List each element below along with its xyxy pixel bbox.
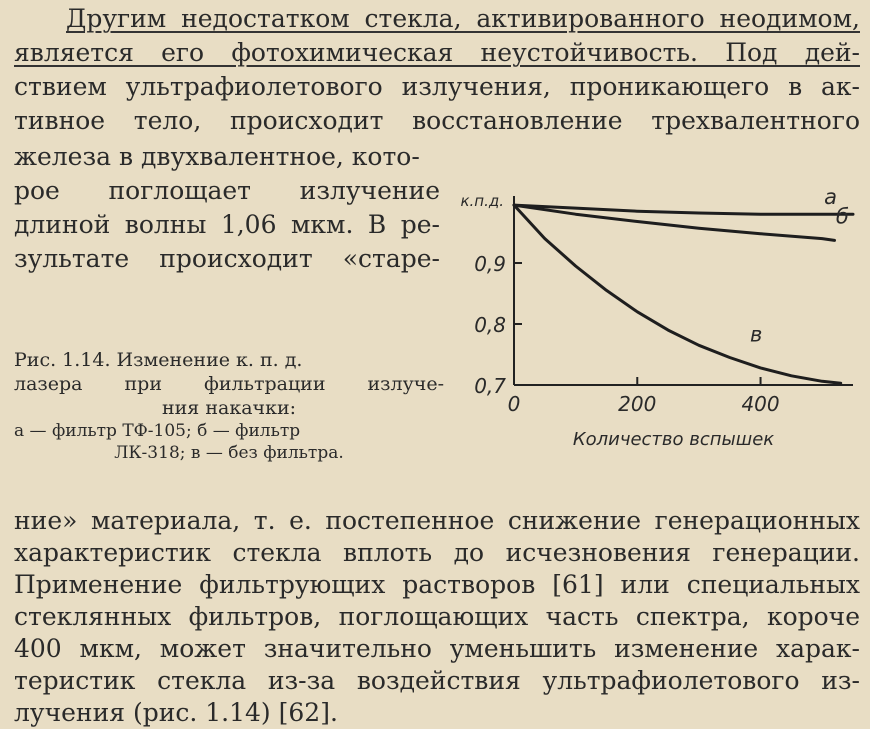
text-line: ствием ультрафиолетового излучения, проникающего в ак-	[14, 72, 860, 101]
text-line: рое поглощает излучение	[14, 176, 440, 205]
text-line: тивное тело, происходит восстановление трехвалентного	[14, 106, 860, 135]
series-label: в	[750, 322, 763, 347]
text-line: Другим недостатком стекла, активированного неодимом,	[66, 4, 860, 33]
left-column-text	[14, 140, 440, 276]
x-tick-label: 400	[741, 392, 780, 416]
x-tick-label: 200	[618, 392, 657, 416]
y-tick-label: 0,9	[474, 252, 506, 276]
text-line: теристик стекла из-за воздействия ультрафиолетового из-	[14, 666, 860, 695]
series-label: б	[835, 204, 849, 229]
underlined-phrase: является его фотохимическая неустойчивость. Под дей-	[14, 38, 860, 67]
series-line-3	[514, 205, 841, 383]
y-tick-label: 0,8	[474, 313, 506, 337]
y-tick-label: 0,7	[474, 374, 506, 398]
text-line: ние» материала, т. е. постепенное снижение генерационных	[14, 506, 860, 535]
bottom-paragraph	[14, 505, 860, 729]
caption-title: Рис. 1.14. Изменение к. п. д.	[14, 349, 303, 371]
series-line-2	[514, 205, 835, 240]
text-line: характеристик стекла вплоть до исчезновения генерации.	[14, 538, 860, 567]
series-label: а	[824, 185, 838, 210]
text-line: стеклянных фильтров, поглощающих часть спектра, короче	[14, 602, 860, 631]
text-line: длиной волны 1,06 мкм. В ре-	[14, 210, 440, 239]
x-axis-label: Количество вспышек	[572, 429, 775, 450]
caption-line: лазера при фильтрации излуче-	[14, 373, 444, 395]
text-line	[14, 36, 860, 70]
caption-legend: а — фильтр ТФ-105; б — фильтр	[14, 421, 301, 441]
top-paragraph	[14, 2, 860, 138]
x-tick-label: 0	[507, 392, 521, 416]
y-axis-label: к.п.д.	[460, 192, 504, 210]
text-line: Применение фильтрующих растворов [61] или специальных	[14, 570, 860, 599]
text-line: 400 мкм, может значительно уменьшить изменение харак-	[14, 634, 860, 663]
text-line: зультате происходит «старе-	[14, 244, 440, 273]
chart-svg	[448, 180, 866, 480]
text-line: железа в двухвалентное, кото-	[14, 142, 420, 171]
caption-line: ния накачки:	[161, 397, 297, 419]
caption-legend: ЛК-318; в — без фильтра.	[114, 443, 344, 463]
figure-caption	[14, 348, 444, 464]
efficiency-chart	[448, 180, 866, 480]
text-line: лучения (рис. 1.14) [62].	[14, 698, 338, 727]
